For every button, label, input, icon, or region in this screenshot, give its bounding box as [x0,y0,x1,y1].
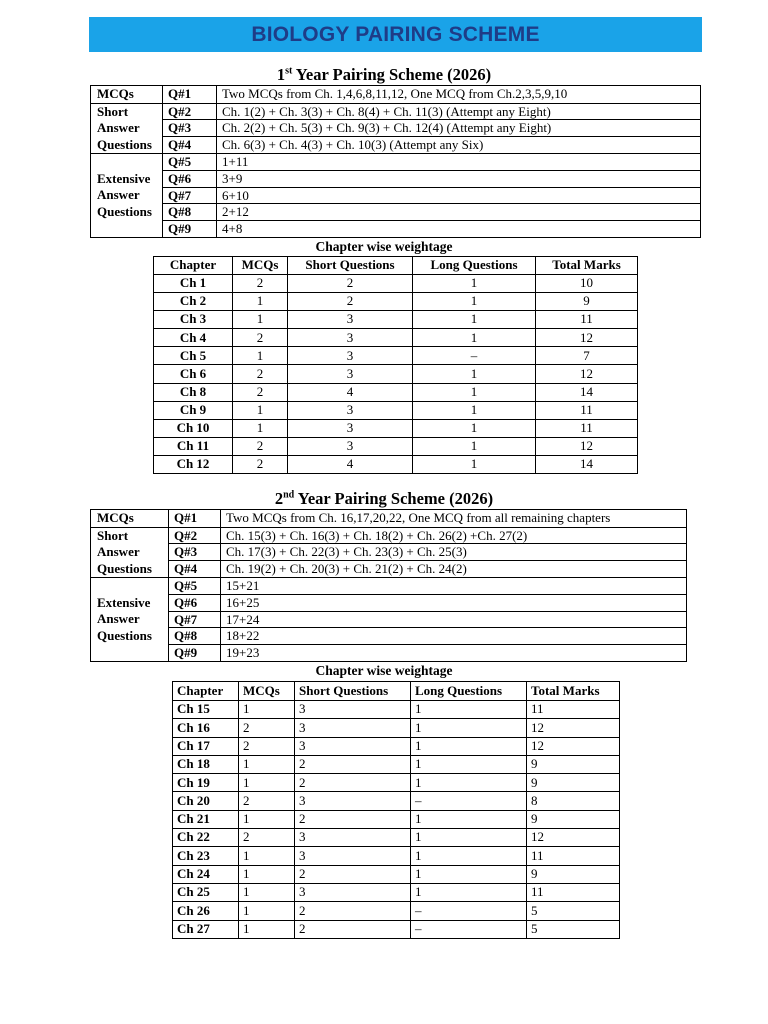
question-detail: Ch. 2(2) + Ch. 5(3) + Ch. 9(3) + Ch. 12(4) (Attempt any Eight) [217,120,701,137]
question-number: Q#6 [169,594,221,611]
table-row [154,401,638,419]
question-number: Q#7 [163,187,217,204]
table-row [154,347,638,365]
table-row [173,920,620,938]
value-cell: 7 [536,347,638,365]
question-detail: 17+24 [221,611,687,628]
chapter-cell: Ch 15 [173,701,239,719]
second-year-title-number: 2 [274,489,284,508]
question-number: Q#7 [169,611,221,628]
column-header: Chapter [173,682,239,701]
value-cell: 1 [411,847,527,865]
value-cell: 3 [295,719,411,737]
value-cell: 1 [411,774,527,792]
category-line: Extensive [97,170,151,186]
value-cell: 3 [295,737,411,755]
table-row [154,365,638,383]
value-cell: 1 [411,719,527,737]
value-cell: 1 [233,347,288,365]
value-cell: 11 [527,701,620,719]
second-year-weightage-table [172,681,620,939]
first-year-weightage-body [154,275,638,474]
value-cell: 1 [411,755,527,773]
value-cell: 3 [288,329,413,347]
table-row [91,221,701,238]
chapter-cell: Ch 25 [173,883,239,901]
table-row [154,455,638,473]
value-cell: 1 [411,829,527,847]
value-cell: 1 [413,455,536,473]
question-number: Q#8 [169,628,221,645]
question-detail: 18+22 [221,628,687,645]
question-detail: Ch. 15(3) + Ch. 16(3) + Ch. 18(2) + Ch. 26(2) +Ch. 27(2) [221,527,687,544]
question-number: Q#4 [163,137,217,154]
column-header: Short Questions [288,257,413,275]
chapter-cell: Ch 20 [173,792,239,810]
question-detail: 19+23 [221,645,687,662]
value-cell: 14 [536,455,638,473]
question-detail: 16+25 [221,594,687,611]
value-cell: 1 [413,365,536,383]
second-year-title [0,489,768,509]
chapter-cell: Ch 6 [154,365,233,383]
category-line: Answer [97,611,140,627]
table-row [91,611,687,628]
table-row [173,737,620,755]
value-cell: 11 [536,419,638,437]
question-number: Q#9 [163,221,217,238]
value-cell: 1 [413,311,536,329]
category-line: Answer [97,187,140,203]
table-row [173,755,620,773]
question-detail: Ch. 6(3) + Ch. 4(3) + Ch. 10(3) (Attempt any Six) [217,137,701,154]
value-cell: 1 [239,865,295,883]
chapter-cell: Ch 21 [173,810,239,828]
table-row [91,594,687,611]
value-cell: 11 [536,401,638,419]
value-cell: 12 [536,365,638,383]
value-cell: 9 [527,865,620,883]
value-cell: 10 [536,275,638,293]
value-cell: 1 [233,401,288,419]
second-year-weightage-title: Chapter wise weightage [315,663,453,678]
question-number: Q#3 [163,120,217,137]
table-row [91,628,687,645]
value-cell: 12 [527,737,620,755]
value-cell: 2 [239,737,295,755]
value-cell: 4 [288,455,413,473]
value-cell: – [411,920,527,938]
value-cell: 12 [536,437,638,455]
question-detail: Ch. 19(2) + Ch. 20(3) + Ch. 21(2) + Ch. 24(2) [221,561,687,578]
value-cell: 4 [288,383,413,401]
table-row [91,137,701,154]
category-line: Short [97,527,129,543]
value-cell: 2 [233,383,288,401]
first-year-weightage-title: Chapter wise weightage [315,239,453,254]
table-row [91,187,701,204]
value-cell: 1 [413,329,536,347]
value-cell: 1 [239,755,295,773]
value-cell: 1 [233,311,288,329]
column-header: Total Marks [527,682,620,701]
value-cell: 1 [411,701,527,719]
question-number: Q#2 [163,103,217,120]
value-cell: 2 [233,365,288,383]
table-row [91,86,701,104]
table-row [154,437,638,455]
value-cell: 3 [295,847,411,865]
table-row [91,561,687,578]
question-detail: Two MCQs from Ch. 1,4,6,8,11,12, One MCQ from Ch.2,3,5,9,10 [217,86,701,104]
value-cell: 2 [239,792,295,810]
extensive-answer-category [91,578,169,662]
table-row [91,645,687,662]
category-line: Questions [97,136,152,152]
second-year-weightage-body [173,701,620,939]
value-cell: 12 [527,829,620,847]
first-year-title [0,65,768,85]
value-cell: 9 [527,755,620,773]
question-number: Q#6 [163,170,217,187]
question-detail: 6+10 [217,187,701,204]
question-number: Q#5 [169,578,221,595]
value-cell: 3 [288,311,413,329]
value-cell: 1 [411,810,527,828]
table-row [173,792,620,810]
value-cell: 8 [527,792,620,810]
chapter-cell: Ch 11 [154,437,233,455]
table-row [154,419,638,437]
value-cell: 2 [233,455,288,473]
column-header: Total Marks [536,257,638,275]
table-row [173,774,620,792]
short-answer-category [91,527,169,578]
value-cell: 2 [239,719,295,737]
question-detail: Ch. 17(3) + Ch. 22(3) + Ch. 23(3) + Ch. 25(3) [221,544,687,561]
chapter-cell: Ch 3 [154,311,233,329]
value-cell: 1 [239,810,295,828]
table-row [91,544,687,561]
second-year-scheme-table [90,509,687,662]
value-cell: 2 [295,810,411,828]
question-number: Q#3 [169,544,221,561]
value-cell: 9 [527,774,620,792]
extensive-answer-category [91,154,163,238]
value-cell: 2 [288,293,413,311]
column-header: Chapter [154,257,233,275]
value-cell: – [411,902,527,920]
value-cell: 1 [239,920,295,938]
table-row [91,510,687,528]
value-cell: 12 [527,719,620,737]
chapter-cell: Ch 18 [173,755,239,773]
value-cell: 1 [413,437,536,455]
value-cell: 11 [527,883,620,901]
table-row [154,311,638,329]
value-cell: 1 [413,275,536,293]
table-row [154,275,638,293]
chapter-cell: Ch 10 [154,419,233,437]
column-header: Long Questions [413,257,536,275]
value-cell: 1 [239,774,295,792]
chapter-cell: Ch 8 [154,383,233,401]
category-line: Extensive [97,594,151,610]
chapter-cell: Ch 1 [154,275,233,293]
value-cell: 1 [239,883,295,901]
first-year-title-suffix: st [285,65,293,77]
second-year-title-text: Year Pairing Scheme (2026) [294,489,494,508]
table-header-row [173,682,620,701]
mcq-category: MCQs [91,510,169,528]
question-detail: Two MCQs from Ch. 16,17,20,22, One MCQ from all remaining chapters [221,510,687,528]
question-number: Q#8 [163,204,217,221]
chapter-cell: Ch 17 [173,737,239,755]
column-header: MCQs [233,257,288,275]
value-cell: 9 [536,293,638,311]
value-cell: 2 [295,902,411,920]
table-row [173,847,620,865]
value-cell: 9 [527,810,620,828]
category-line: Questions [97,627,152,643]
chapter-cell: Ch 23 [173,847,239,865]
value-cell: 3 [295,792,411,810]
value-cell: 1 [239,902,295,920]
table-row [173,701,620,719]
value-cell: 2 [233,437,288,455]
question-detail: 2+12 [217,204,701,221]
table-row [91,154,701,171]
value-cell: 11 [536,311,638,329]
table-row [154,383,638,401]
value-cell: 2 [233,275,288,293]
question-number: Q#1 [163,86,217,104]
chapter-cell: Ch 26 [173,902,239,920]
chapter-cell: Ch 19 [173,774,239,792]
value-cell: 2 [288,275,413,293]
first-year-title-text: Year Pairing Scheme (2026) [292,65,492,84]
value-cell: 1 [411,865,527,883]
value-cell: 11 [527,847,620,865]
table-row [91,120,701,137]
question-detail: 15+21 [221,578,687,595]
table-row [173,719,620,737]
question-number: Q#5 [163,154,217,171]
table-header-row [154,257,638,275]
question-number: Q#9 [169,645,221,662]
category-line: Answer [97,544,140,559]
value-cell: 1 [233,293,288,311]
value-cell: – [413,347,536,365]
first-year-title-number: 1 [276,65,286,84]
value-cell: 14 [536,383,638,401]
value-cell: 5 [527,920,620,938]
chapter-cell: Ch 27 [173,920,239,938]
column-header: Short Questions [295,682,411,701]
column-header: Long Questions [411,682,527,701]
chapter-cell: Ch 9 [154,401,233,419]
category-line: Short [97,103,129,119]
question-detail: 1+11 [217,154,701,171]
category-line: Questions [97,560,152,576]
value-cell: 2 [239,829,295,847]
value-cell: 3 [288,365,413,383]
value-cell: 3 [288,419,413,437]
category-line: Questions [97,203,152,219]
question-number: Q#4 [169,561,221,578]
value-cell: 5 [527,902,620,920]
value-cell: 1 [239,701,295,719]
value-cell: 2 [295,865,411,883]
value-cell: 2 [295,774,411,792]
first-year-weightage-table [153,256,638,474]
table-row [91,204,701,221]
value-cell: 12 [536,329,638,347]
question-detail: 4+8 [217,221,701,238]
question-detail: Ch. 1(2) + Ch. 3(3) + Ch. 8(4) + Ch. 11(3) (Attempt any Eight) [217,103,701,120]
table-row [91,170,701,187]
value-cell: 1 [411,737,527,755]
value-cell: 2 [233,329,288,347]
page-banner [89,17,702,52]
table-row [91,578,687,595]
table-row [173,883,620,901]
value-cell: 1 [239,847,295,865]
column-header: MCQs [239,682,295,701]
value-cell: 3 [295,701,411,719]
question-number: Q#2 [169,527,221,544]
value-cell: 1 [411,883,527,901]
question-number: Q#1 [169,510,221,528]
value-cell: 3 [288,401,413,419]
value-cell: 1 [413,419,536,437]
page-title: BIOLOGY PAIRING SCHEME [251,22,540,46]
value-cell: 1 [413,293,536,311]
chapter-cell: Ch 22 [173,829,239,847]
value-cell: 3 [288,347,413,365]
chapter-cell: Ch 16 [173,719,239,737]
short-answer-category [91,103,163,154]
value-cell: 1 [413,383,536,401]
value-cell: 1 [233,419,288,437]
chapter-cell: Ch 4 [154,329,233,347]
mcq-category: MCQs [91,86,163,104]
first-year-scheme-table [90,85,701,238]
chapter-cell: Ch 2 [154,293,233,311]
table-row [154,293,638,311]
value-cell: 2 [295,920,411,938]
table-row [91,103,701,120]
question-detail: 3+9 [217,170,701,187]
table-row [91,527,687,544]
table-row [173,829,620,847]
table-row [173,865,620,883]
chapter-cell: Ch 5 [154,347,233,365]
second-year-title-suffix: nd [283,489,295,501]
value-cell: 3 [288,437,413,455]
table-row [173,810,620,828]
value-cell: 3 [295,829,411,847]
chapter-cell: Ch 12 [154,455,233,473]
value-cell: 3 [295,883,411,901]
category-line: Answer [97,120,140,135]
table-row [154,329,638,347]
value-cell: – [411,792,527,810]
value-cell: 2 [295,755,411,773]
value-cell: 1 [413,401,536,419]
table-row [173,902,620,920]
chapter-cell: Ch 24 [173,865,239,883]
